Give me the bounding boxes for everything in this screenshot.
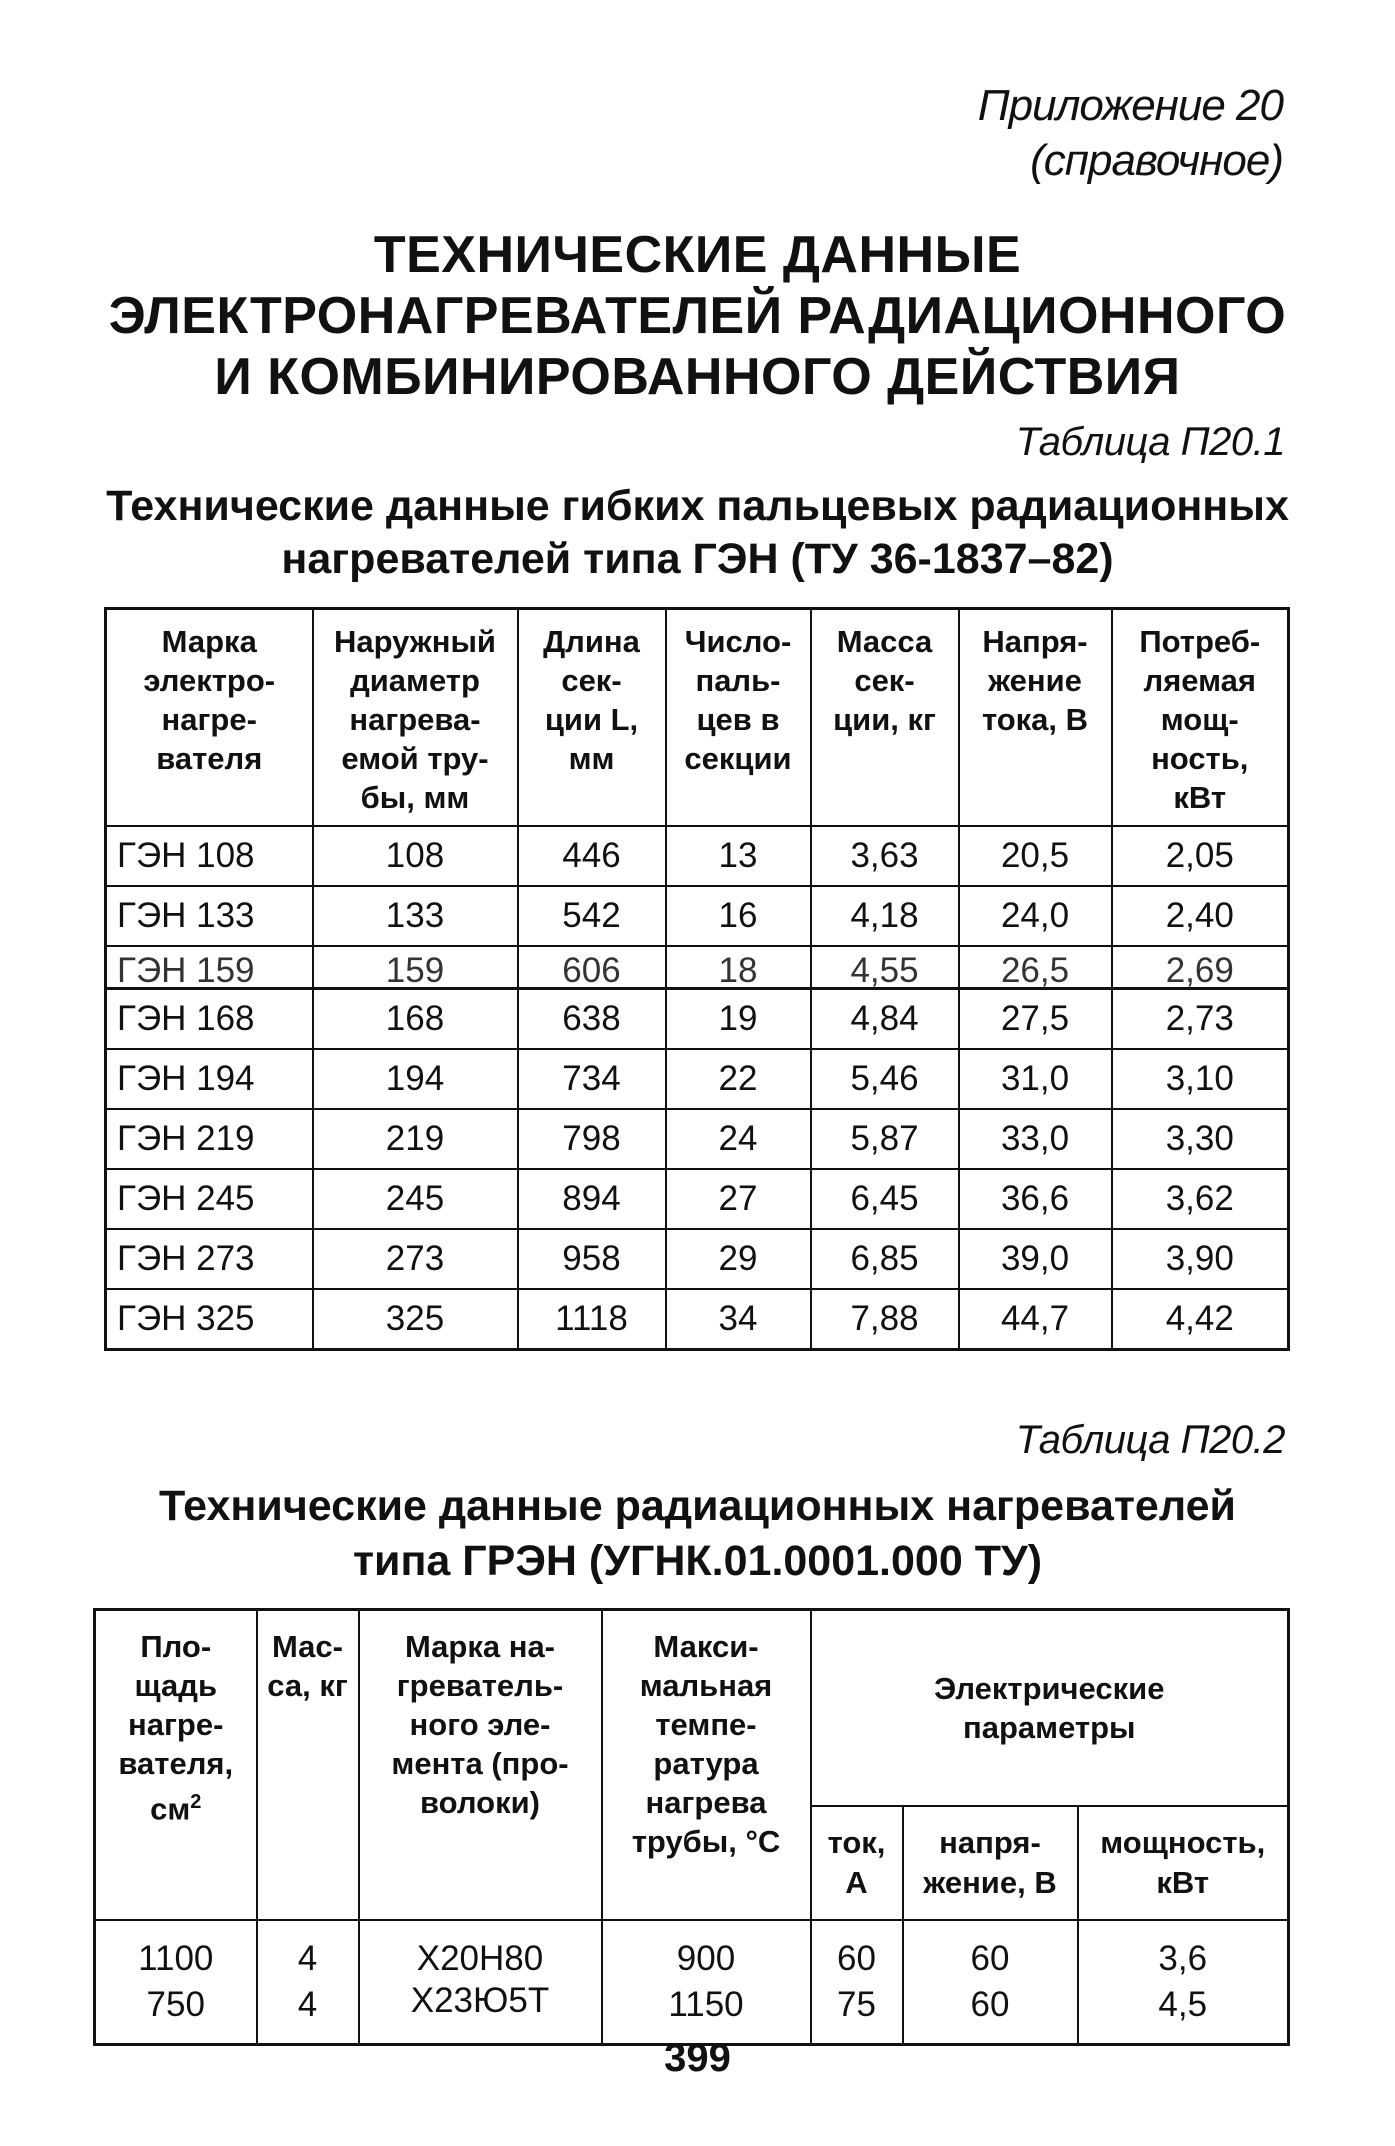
table-cell: ГЭН 273 — [106, 1229, 313, 1289]
table-cell: 273 — [313, 1229, 518, 1289]
table-cell: Х23Ю5Т — [359, 1981, 602, 2045]
table-cell: 3,6 — [1078, 1920, 1289, 1981]
table-cell: 34 — [666, 1289, 811, 1350]
table2-header-voltage: напря- жение, В — [903, 1806, 1078, 1920]
table1-label: Таблица П20.1 — [1015, 420, 1285, 464]
table-cell: 13 — [666, 826, 811, 886]
table-cell: 5,46 — [811, 1049, 959, 1109]
table-cell: 3,10 — [1112, 1049, 1289, 1109]
table-cell: 5,87 — [811, 1109, 959, 1169]
table-cell: 29 — [666, 1229, 811, 1289]
table-cell: 2,05 — [1112, 826, 1289, 886]
table-cell: 26,5 — [959, 946, 1112, 989]
table-cell: 542 — [518, 886, 666, 946]
table-cell: 75 — [811, 1981, 903, 2045]
table-cell: 22 — [666, 1049, 811, 1109]
table-cell: 2,69 — [1112, 946, 1289, 989]
table-cell: 4 — [257, 1920, 359, 1981]
table1-header-cell: Потреб- ляемая мощ- ность, кВт — [1112, 609, 1289, 827]
main-title-line-2: ЭЛЕКТРОНАГРЕВАТЕЛЕЙ РАДИАЦИОННОГО — [108, 287, 1287, 345]
table-cell: 44,7 — [959, 1289, 1112, 1350]
table-cell: 36,6 — [959, 1169, 1112, 1229]
table-cell: 638 — [518, 989, 666, 1050]
table-cell: 2,73 — [1112, 989, 1289, 1050]
table-cell: 900 — [602, 1920, 811, 1981]
table-cell: 20,5 — [959, 826, 1112, 886]
table-cell: 27,5 — [959, 989, 1112, 1050]
table-row — [106, 826, 1289, 886]
table-cell: 159 — [313, 946, 518, 989]
table2-label: Таблица П20.2 — [1015, 1418, 1285, 1462]
table-cell: 1150 — [602, 1981, 811, 2045]
table-cell: 4,55 — [811, 946, 959, 989]
table-cell: 4,84 — [811, 989, 959, 1050]
table2-header-element: Марка на- греватель- ного эле- мента (про- волоки) — [359, 1610, 602, 1921]
table-cell: 39,0 — [959, 1229, 1112, 1289]
table-cell: 27 — [666, 1169, 811, 1229]
table2-header-electrical: Электрические параметры — [811, 1610, 1289, 1807]
table-cell: 4,18 — [811, 886, 959, 946]
appendix-type: (справочное) — [1030, 136, 1283, 185]
table-cell: Х20Н80 — [359, 1920, 602, 1981]
table-cell: 60 — [903, 1920, 1078, 1981]
table-cell: 1118 — [518, 1289, 666, 1350]
table-cell: 133 — [313, 886, 518, 946]
table1-header-cell: Длина сек- ции L, мм — [518, 609, 666, 827]
table-cell: 798 — [518, 1109, 666, 1169]
table-cell: 24,0 — [959, 886, 1112, 946]
table1-header-cell: Наружный диаметр нагрева- емой тру- бы, мм — [313, 609, 518, 827]
table-row — [106, 886, 1289, 946]
table-cell: ГЭН 159 — [106, 946, 313, 989]
table1-header-row — [106, 609, 1289, 827]
table-cell: ГЭН 133 — [106, 886, 313, 946]
table1-header-cell: Напря- жение тока, В — [959, 609, 1112, 827]
table-row — [106, 1229, 1289, 1289]
table-cell: 750 — [95, 1981, 257, 2045]
table-cell: 3,90 — [1112, 1229, 1289, 1289]
table-cell: 33,0 — [959, 1109, 1112, 1169]
table-cell: ГЭН 194 — [106, 1049, 313, 1109]
table2-header-current: ток, А — [811, 1806, 903, 1920]
table-cell: 31,0 — [959, 1049, 1112, 1109]
table1-header-cell: Марка электро- нагре- вателя — [106, 609, 313, 827]
table2-header-temp: Макси- мальная темпе- ратура нагрева трубы, °С — [602, 1610, 811, 1921]
table1-caption-line-1: Технические данные гибких пальцевых радиационных — [106, 482, 1289, 530]
table-cell: 4,5 — [1078, 1981, 1289, 2045]
page-number: 399 — [664, 2036, 731, 2080]
table-cell: 4 — [257, 1981, 359, 2045]
table-cell: 7,88 — [811, 1289, 959, 1350]
table-cell: ГЭН 168 — [106, 989, 313, 1050]
table-cell: 60 — [903, 1981, 1078, 2045]
table-cell: 19 — [666, 989, 811, 1050]
table-cell: 108 — [313, 826, 518, 886]
table-cell: 4,42 — [1112, 1289, 1289, 1350]
table-cell: ГЭН 108 — [106, 826, 313, 886]
table2-header-area: Пло- щадь нагре- вателя, $см^2$ — [95, 1610, 257, 1921]
table1-caption-line-2: нагревателей типа ГЭН (ТУ 36-1837–82) — [281, 535, 1114, 583]
appendix-label: Приложение 20 — [977, 81, 1283, 130]
table1-header-cell: Масса сек- ции, кг — [811, 609, 959, 827]
table-cell: 3,63 — [811, 826, 959, 886]
table-cell: 1100 — [95, 1920, 257, 1981]
table-cell: 219 — [313, 1109, 518, 1169]
table-cell: 168 — [313, 989, 518, 1050]
table1-partial-row — [106, 946, 1289, 989]
table-cell: 16 — [666, 886, 811, 946]
table-cell: 60 — [811, 1920, 903, 1981]
table-cell: 325 — [313, 1289, 518, 1350]
table-row — [106, 1109, 1289, 1169]
table2-header-row-1 — [95, 1610, 1289, 1807]
table-row — [106, 1289, 1289, 1350]
table-cell: 245 — [313, 1169, 518, 1229]
table-cell: 958 — [518, 1229, 666, 1289]
table-cell: ГЭН 245 — [106, 1169, 313, 1229]
table2-row — [95, 1920, 1289, 1981]
table-cell: 24 — [666, 1109, 811, 1169]
main-title-line-1: ТЕХНИЧЕСКИЕ ДАННЫЕ — [373, 226, 1022, 284]
table-cell: 3,62 — [1112, 1169, 1289, 1229]
table-row — [106, 1049, 1289, 1109]
table-cell: 2,40 — [1112, 886, 1289, 946]
table-row — [106, 1169, 1289, 1229]
table1-header-cell: Число- паль- цев в секции — [666, 609, 811, 827]
table1 — [104, 607, 1290, 1351]
table2-header-mass: Мас- са, кг — [257, 1610, 359, 1921]
table2 — [93, 1608, 1290, 2046]
table-cell: ГЭН 219 — [106, 1109, 313, 1169]
table-cell: 446 — [518, 826, 666, 886]
table-cell: ГЭН 325 — [106, 1289, 313, 1350]
table-cell: 3,30 — [1112, 1109, 1289, 1169]
table-cell: 18 — [666, 946, 811, 989]
table-cell: 894 — [518, 1169, 666, 1229]
table-cell: 6,85 — [811, 1229, 959, 1289]
table-cell: 194 — [313, 1049, 518, 1109]
table2-caption-line-1: Технические данные радиационных нагревателей — [159, 1482, 1236, 1530]
main-title-line-3: И КОМБИНИРОВАННОГО ДЕЙСТВИЯ — [214, 348, 1181, 406]
table-row — [106, 989, 1289, 1050]
table-cell: 734 — [518, 1049, 666, 1109]
table2-header-power: мощность, кВт — [1078, 1806, 1289, 1920]
table2-row — [95, 1981, 1289, 2045]
table2-caption-line-2: типа ГРЭН (УГНК.01.0001.000 ТУ) — [352, 1537, 1043, 1585]
table-cell: 6,45 — [811, 1169, 959, 1229]
table-cell: 606 — [518, 946, 666, 989]
